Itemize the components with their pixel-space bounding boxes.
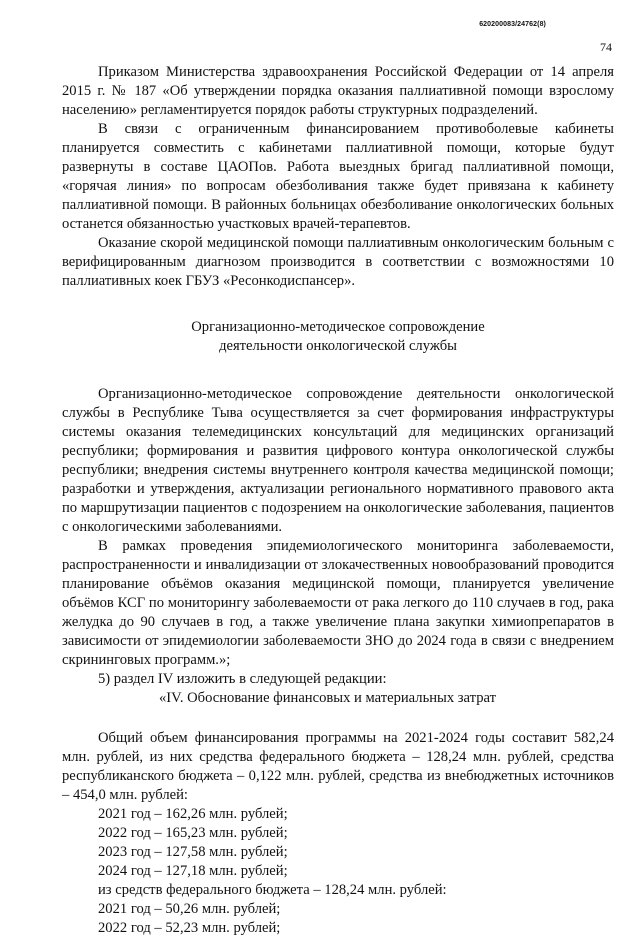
list-item: 2022 год – 52,23 млн. рублей; [98, 920, 281, 936]
list-item: 2021 год – 50,26 млн. рублей; [98, 901, 281, 917]
paragraph-financing: Общий объем финансирования программы на 2021-2024 годы составит 582,24 млн. рублей, из них средства федерального бюджета – 128,24 млн. рублей, средства республиканского бюджета – 0,122 млн. рублей, средства из внебюджетных источников – 454,0 млн. рублей: [62, 730, 614, 803]
paragraph-methodological-support: Организационно-методическое сопровождение деятельности онкологической службы в Республике Тыва осуществляется за счет формирования инфраструктуры системы оказания телемедицинских консультаций для медицинских организаций республики; формирования и развития цифрового контура онкологической службы республики; внедрения системы внутреннего контроля качества медицинской помощи; разработки и утверждения, актуализации регионального нормативного правового акта по маршрутизации пациентов с подозрением на онкологические заболевания, пациентов с онкологическими заболеваниями. [62, 386, 614, 535]
page-number: 74 [600, 40, 612, 54]
paragraph-order-reference: Приказом Министерства здравоохранения Российской Федерации от 14 апреля 2015 г. № 187 «Об утверждении порядка оказания паллиативной помощи взрослому населению» регламентируется порядок работы структурных подразделений. [62, 64, 614, 118]
paragraph-monitoring: В рамках проведения эпидемиологического мониторинга заболеваемости, распространенности и инвалидизации от злокачественных новообразований проводится планирование объёмов оказания медицинской помощи, планируется увеличение объёмов КСГ по мониторингу заболеваемости от рака легкого до 110 случаев в год, рака желудка до 90 случаев в год, а также увеличение плана закупки химиопрепаратов в зависимости от эпидемиологии заболеваемости ЗНО до 2024 года в связи с внедрением скрининговых программ.»; [62, 538, 614, 668]
list-item: 2022 год – 165,23 млн. рублей; [98, 825, 288, 841]
list-item: 2021 год – 162,26 млн. рублей; [98, 806, 288, 822]
federal-budget-intro: из средств федерального бюджета – 128,24 млн. рублей: [98, 882, 447, 898]
yearly-total-list [62, 805, 614, 881]
section-heading-line-1: Организационно-методическое сопровождение [191, 319, 485, 335]
section-heading [62, 318, 614, 356]
document-id: 620200083/24762(8) [479, 21, 546, 28]
section-iv-title: «IV. Обоснование финансовых и материальных затрат [159, 690, 496, 706]
section-heading-line-2: деятельности онкологической службы [219, 338, 457, 354]
yearly-federal-list [62, 900, 614, 938]
list-item: 2024 год – 127,18 млн. рублей; [98, 863, 288, 879]
amendment-line: 5) раздел IV изложить в следующей редакции: [98, 671, 387, 687]
paragraph-emergency-care: Оказание скорой медицинской помощи паллиативным онкологическим больным с верифицированным диагнозом производится в соответствии с возможностями 10 паллиативных коек ГБУЗ «Ресонкодиспансер». [62, 235, 614, 289]
paragraph-pain-cabinets: В связи с ограниченным финансированием противоболевые кабинеты планируется совместить с кабинетами паллиативной помощи, которые будут развернуты в составе ЦАОПов. Работа выездных бригад паллиативной помощи, «горячая линия» по вопросам обезболивания также будет привязана к кабинету паллиативной помощи. В районных больницах обезболивание онкологических больных останется обязанностью участковых врачей-терапевтов. [62, 121, 614, 232]
document-body [62, 63, 614, 938]
list-item: 2023 год – 127,58 млн. рублей; [98, 844, 288, 860]
